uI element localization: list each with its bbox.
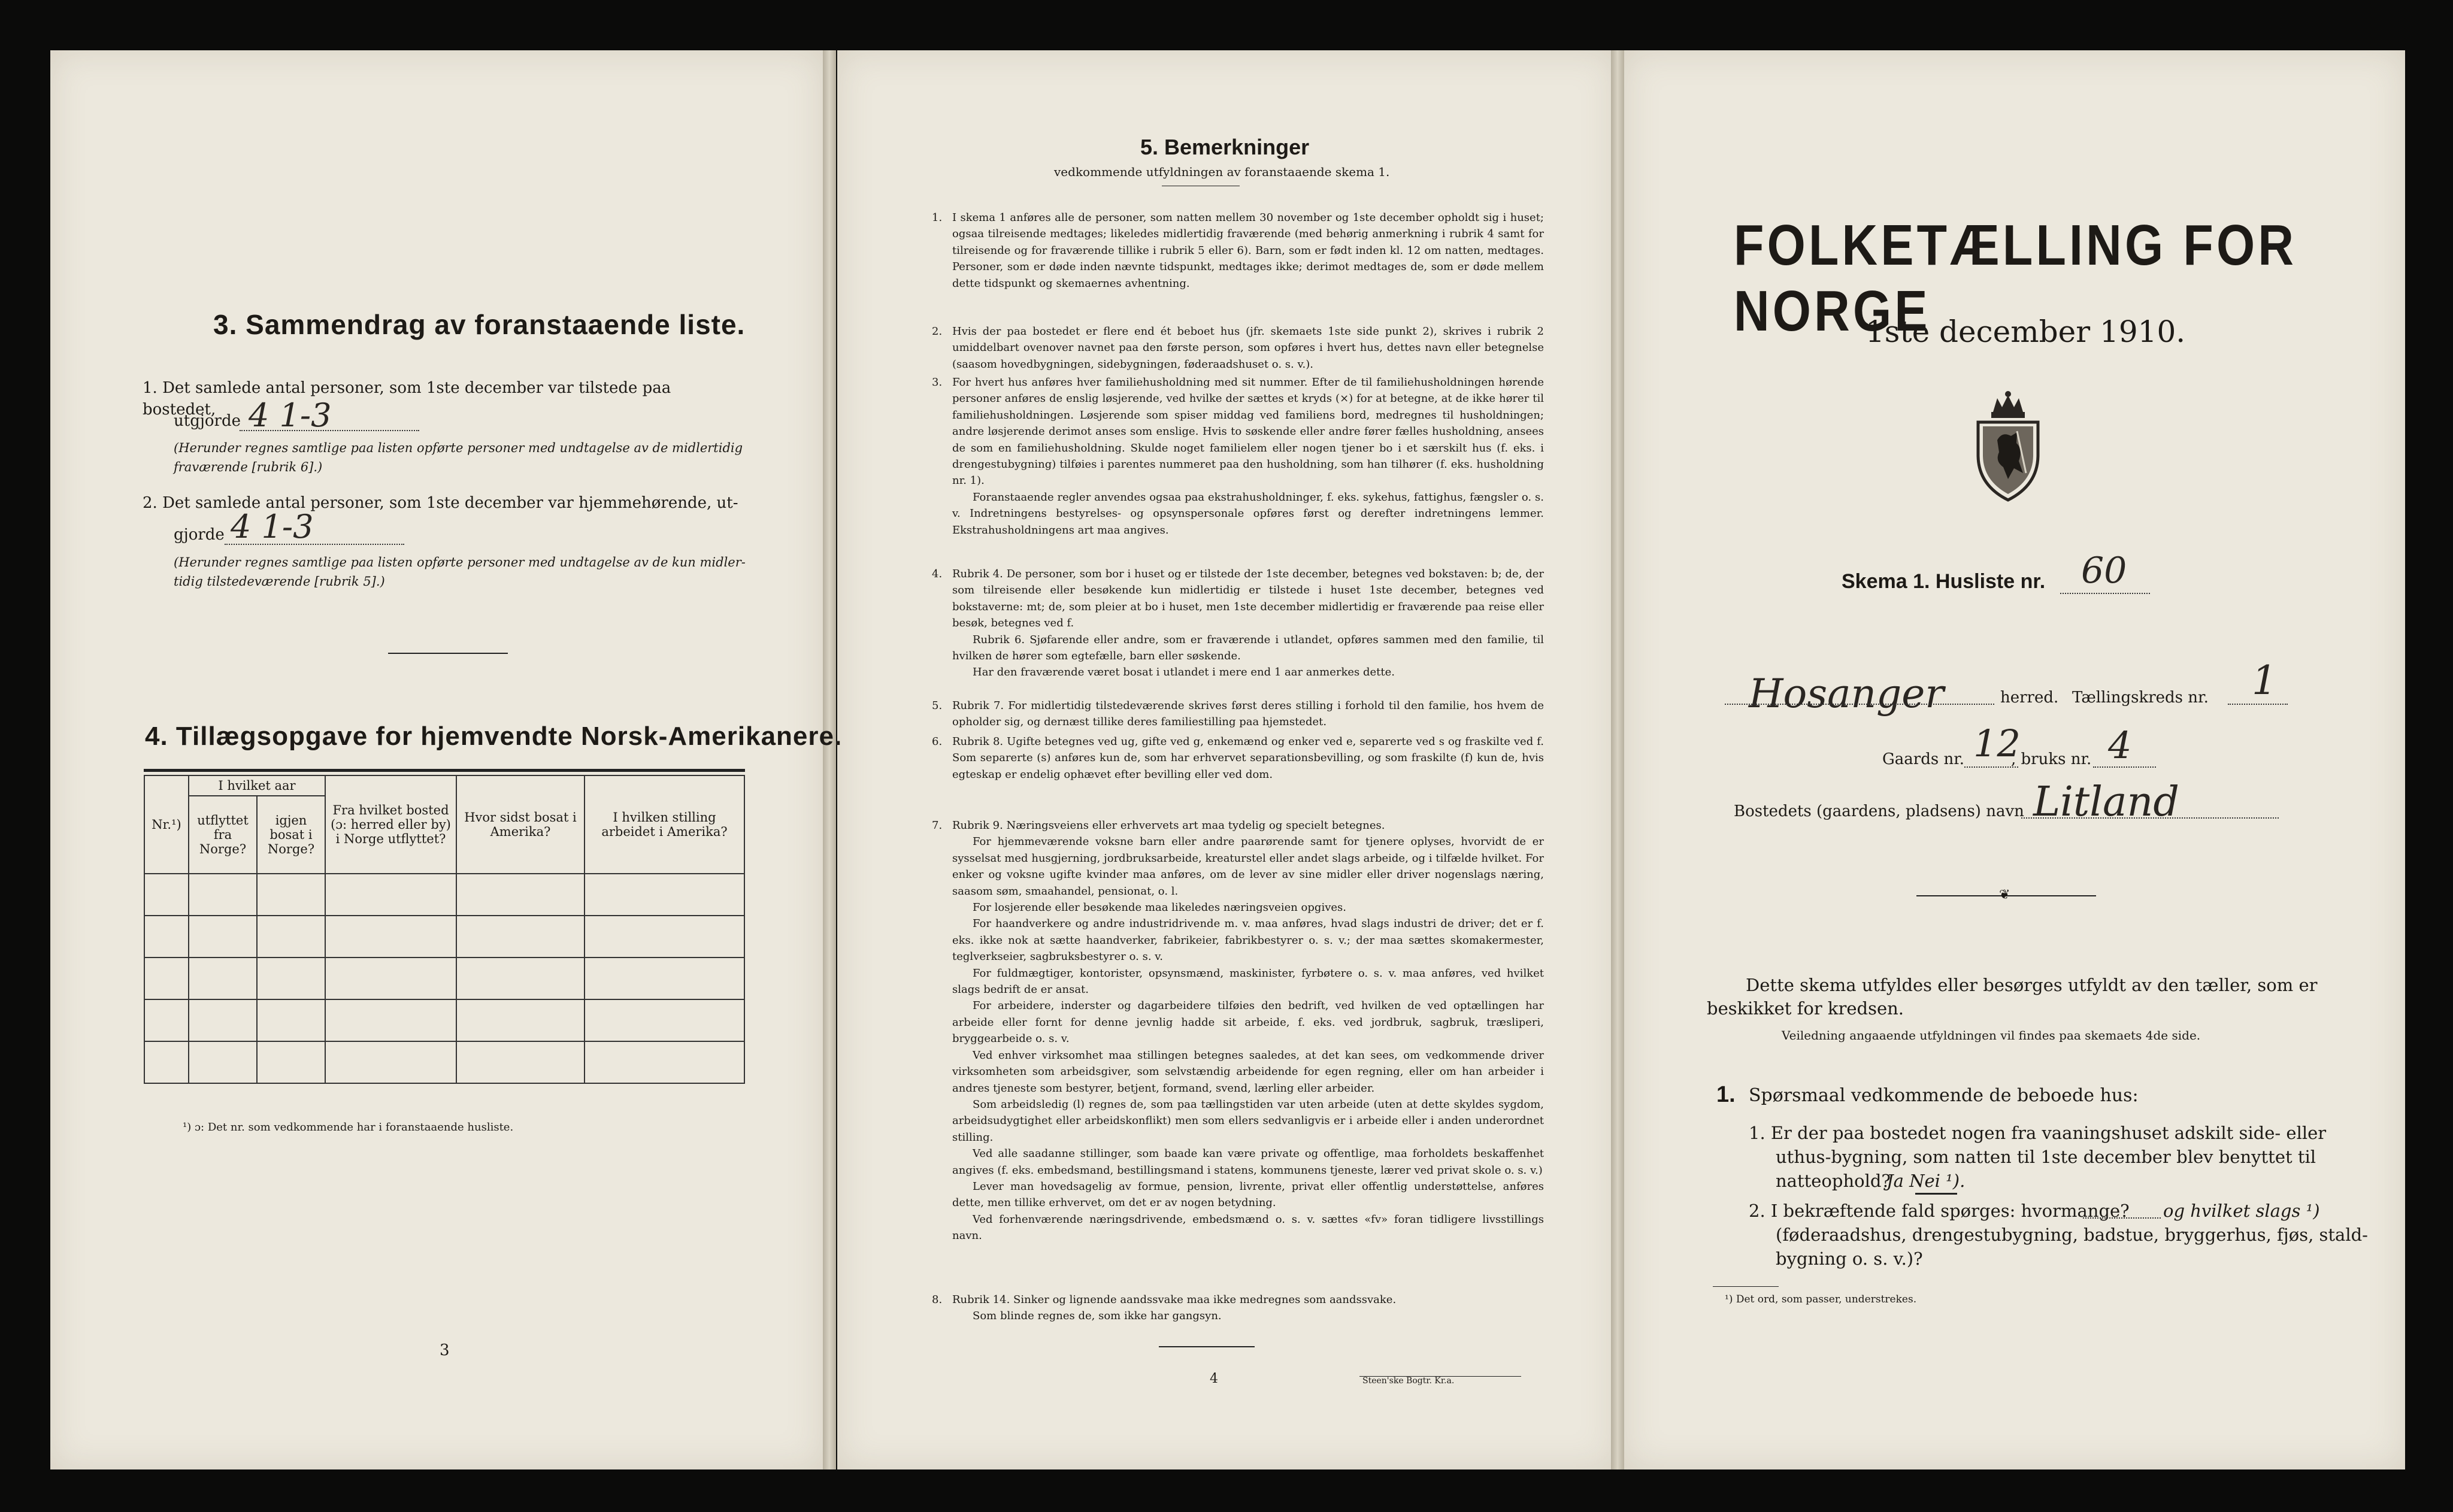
gjorde-label: gjorde: [174, 526, 225, 544]
kreds-dotline: [2228, 704, 2288, 705]
summary-item-2-text: 2. Det samlede antal personer, som 1ste december var hjemmehørende, ut-: [143, 494, 738, 512]
remark-text: Rubrik 4. De personer, som bor i huset og er tilstede der 1ste december, betegnes ved bokstaven: b; de, der som tilreisende eller besøkende kun midlertidig er tilstede i huset 1ste december, betegnes ved bokstaverne: mt; de, som pleier at bo i huset, men 1ste december midlertidig er fraværende paa reise eller besøk, betegnes ved f.: [952, 568, 1544, 630]
remark-item: [932, 210, 1544, 292]
table-row: [144, 1041, 744, 1083]
utgjorde-dotline: [240, 430, 419, 431]
remark-text: Som arbeidsledig (l) regnes de, som paa tællingstiden var uten arbeide (uten at dette skyldes sygdom, arbeidsudygtighet eller arbeidskonflikt) men som ellers sedvanligvis er i arbeide eller i anden underordnet stilling.: [952, 1098, 1544, 1144]
crest-icon: [1966, 389, 2050, 503]
bruks-label: , bruks nr.: [2011, 750, 2092, 768]
remark-text: Hvis der paa bostedet er flere end ét beboet hus (jfr. skemaets 1ste side punkt 2), skrives i rubrik 2 umiddelbart ovenover navnet paa den første person, som opføres i hvert hus, dettes navn eller betegnelse (saasom hovedbygningen, sidebygningen, føderaadshuset o. s. v.).: [952, 325, 1544, 371]
remark-number: 3.: [932, 376, 943, 389]
item2-note-2: tidig tilstedeværende [rubrik 5].): [174, 574, 385, 589]
remark-text: Rubrik 8. Ugifte betegnes ved ug, gifte ved g, enkemænd og enker ved e, separerte ved s og fraskilte ved f. Som separerte (s) anføres kun de, som har erhvervet separationsbevilling, og som fraskilte (f) kun de, hvis egteskap er endelig ophævet efter bevilling eller ved dom.: [952, 735, 1544, 781]
norway-coat-of-arms: [1966, 389, 2050, 503]
question-1-answer: Ja Nei ¹).: [1886, 1171, 1966, 1191]
utgjorde-label: utgjorde: [174, 412, 241, 430]
remark-text: For fuldmægtiger, kontorister, opsynsmænd, maskinister, fyrbøtere o. s. v. maa anføres, ved hvilket slags bedrift de er ansat.: [952, 966, 1544, 996]
census-date: 1ste december 1910.: [1866, 314, 2186, 349]
question-2-line-3: bygning o. s. v.)?: [1776, 1249, 1923, 1269]
section4-title: 4. Tillægsopgave for hjemvendte Norsk-Amerikanere.: [145, 722, 843, 751]
intro-line-2: beskikket for kredsen.: [1707, 998, 1904, 1019]
bosted-dotline: [2021, 817, 2279, 819]
item2-note-1: (Herunder regnes samtlige paa listen opførte personer med undtagelse av de kun midler-: [174, 555, 746, 569]
ornament-icon: ❦: [1999, 887, 2010, 902]
remark-number: 4.: [932, 568, 943, 580]
remark-text: Rubrik 7. For midlertidig tilstedeværende skrives først deres stilling i forhold til den familie, hos hvem de opholder sig, og dernæst tillike deres familiestilling paa hjemstedet.: [952, 699, 1544, 729]
col-stilling: I hvilken stilling arbeidet i Amerika?: [585, 775, 744, 874]
remark-text: Ved forhenværende næringsdrivende, embedsmænd o. s. v. sættes «fv» foran tidligere livsstillings navn.: [952, 1213, 1544, 1243]
remark-item: [932, 566, 1544, 681]
mid-bottom-divider: [1159, 1346, 1255, 1347]
printer-rule: [1359, 1376, 1521, 1377]
remark-text: For haandverkere og andre industridrivende m. v. maa anføres, hvad slags industri de driver; det er f. eks. ikke nok at sætte haandverker, fabrikeier, fabrikbestyrer o. s. v.; der maa sættes skomakermester, teglverkseier, sagbruksbestyrer o. s. v.: [952, 917, 1544, 963]
intro-note: Veiledning angaaende utfyldningen vil findes paa skemaets 4de side.: [1782, 1028, 2201, 1043]
herred-label: herred.: [2000, 689, 2059, 707]
item1-note-1: (Herunder regnes samtlige paa listen opførte personer med undtagelse av de midlertidig: [174, 441, 743, 455]
remark-item: [932, 817, 1544, 1244]
remark-text: Har den fraværende været bosat i utlandet i mere end 1 aar anmerkes dette.: [973, 666, 1395, 679]
husliste-dotline: [2060, 593, 2150, 594]
table-row: [144, 999, 744, 1041]
remark-text: Rubrik 6. Sjøfarende eller andre, som er fraværende i utlandet, opføres sammen med den familie, til hvilken de hører som egtefælle, barn eller søskende.: [952, 633, 1544, 663]
remarks-title: 5. Bemerkninger: [1140, 135, 1310, 159]
remark-item: [932, 374, 1544, 538]
remark-item: [932, 1292, 1544, 1325]
nei-underline: [1915, 1193, 1957, 1195]
remark-text: Ved enhver virksomhet maa stillingen betegnes saaledes, at det kan sees, om vedkommende driver virksomheten som arbeidsgiver, som selvstændig arbeidende for egen regning, eller om han arbeider i andres tjeneste som bestyrer, betjent, formand, svend, lærling eller arbeider.: [952, 1049, 1544, 1095]
remark-text: Ved alle saadanne stillinger, som baade kan være private og offentlige, maa forholdets beskaffenhet angives (f. eks. embedsmand, bestillingsmand i statens, kommunens tjeneste, lærer ved privat skole o. s. v.): [952, 1147, 1544, 1177]
remark-number: 8.: [932, 1293, 943, 1306]
page-left: [50, 50, 823, 1469]
remark-text: Som blinde regnes de, som ikke har gangsyn.: [973, 1310, 1222, 1323]
table-row: [144, 916, 744, 958]
left-page-number: 3: [440, 1341, 450, 1359]
question-2-line-2: (føderaadshus, drengestubygning, badstue, bryggerhus, fjøs, stald-: [1776, 1225, 2368, 1245]
col-utflyttet: utflyttet fra Norge?: [189, 796, 257, 874]
schema-label: Skema 1. Husliste nr.: [1842, 570, 2046, 593]
question-1-line-3: natteophold?: [1776, 1171, 1891, 1191]
remark-text: Lever man hovedsagelig av formue, pension, livrente, privat eller offentlig understøttelse, anføres dette, men tillike erhvervet, om det er av nogen betydning.: [952, 1180, 1544, 1210]
question-1-line-2: uthus-bygning, som natten til 1ste december blev benyttet til: [1776, 1147, 2316, 1167]
remark-text: For hvert hus anføres hver familiehusholdning med sit nummer. Efter de til familiehusholdningen hørende personer anføres de enslig løsjerende, ved hvilke der sættes et kryds (×) for at betegne, at de ikke hører til familiehusholdningen. Løsjerende som spiser middag ved familiens bord, medregnes til husholdningen; andre løsjerende derimot anses som enslige. Hvis to søskende eller andre fører fælles husholdning, ansees de som en familiehusholdning. Skulde noget familielem eller nogen tjener bo i et særskilt hus (f. eks. i drengestubygning) tilføies i parentes nummeret paa den husholdning, som han tilhører (f. eks. husholdning nr. 1).: [952, 376, 1544, 487]
remark-number: 5.: [932, 699, 943, 712]
kreds-value: 1: [2252, 657, 2277, 704]
remark-text: For arbeidere, inderster og dagarbeidere tilføies den bedrift, ved hvilken de ved optællingen har arbeide eller fornt for denne jevnlig hadde sit arbeide, f. eks. ved jordbruk, sagbruk, træsliperi, bryggearbeide o. s. v.: [952, 999, 1544, 1046]
remark-number: 1.: [932, 211, 943, 224]
bruks-dotline: [2093, 766, 2156, 768]
col-hvor-sidst: Hvor sidst bosat i Amerika?: [456, 775, 585, 874]
herred-dotline: [1725, 704, 1994, 705]
remark-number: 2.: [932, 325, 943, 338]
summary-item-1-text: 1. Det samlede antal personer, som 1ste december var tilstede paa bostedet,: [143, 379, 671, 419]
binding-spine-right: [1611, 50, 1624, 1469]
right-footnote-rule: [1713, 1286, 1779, 1287]
intro-line-1: Dette skema utfyldes eller besørges utfyldt av den tæller, som er: [1746, 975, 2318, 995]
gaards-label: Gaards nr.: [1882, 750, 1965, 768]
remark-item: [932, 698, 1544, 731]
question-heading-number: 1.: [1716, 1082, 1736, 1107]
norsk-amerikanere-table: [144, 775, 745, 1084]
table-top-rule: [144, 769, 745, 772]
kreds-label: Tællingskreds nr.: [2072, 689, 2209, 707]
col-igjen: igjen bosat i Norge?: [257, 796, 325, 874]
col-fra-bosted: Fra hvilket bosted (ɔ: herred eller by) i Norge utflyttet?: [325, 775, 456, 874]
remark-number: 6.: [932, 735, 943, 748]
mid-page-number: 4: [1210, 1371, 1218, 1386]
remark-number: 7.: [932, 819, 943, 832]
bosted-value: Litland: [2033, 778, 2179, 826]
herred-value: Hosanger: [1749, 671, 1944, 717]
table-row: [144, 874, 744, 916]
right-footnote: ¹) Det ord, som passer, understrekes.: [1725, 1293, 1917, 1305]
left-divider: [388, 653, 508, 654]
question-1-line-1: 1. Er der paa bostedet nogen fra vaaningshuset adskilt side- eller: [1749, 1123, 2327, 1143]
gaards-dotline: [1964, 766, 2018, 768]
husliste-nr-value: 60: [2081, 550, 2127, 592]
binding-spine-left: [823, 50, 836, 1469]
left-footnote: ¹) ɔ: Det nr. som vedkommende har i foranstaaende husliste.: [183, 1121, 514, 1134]
table-row: [144, 958, 744, 999]
gaards-value: 12: [1973, 722, 2021, 765]
remark-text: For hjemmeværende voksne barn eller andre paarørende samt for tjenere oplyses, hvorvidt de er sysselsat med husgjerning, jordbruksarbeide, kreaturstel eller andet slags arbeide, og i tilfælde hvilket. For enker og voksne ugifte kvinder maa anføres, om de lever av sine midler eller driver nogenslags næring, saasom søm, smaahandel, pensionat, o. l.: [952, 835, 1544, 898]
item1-note-2: fraværende [rubrik 6].): [174, 460, 323, 474]
section3-title: 3. Sammendrag av foranstaaende liste.: [213, 309, 746, 340]
remark-text: I skema 1 anføres alle de personer, som natten mellem 30 november og 1ste december opholdt sig i huset; ogsaa tilreisende medtages; likeledes midlertidig fraværende (med behørig anmerkning i rubrik 4 samt for tilreisende og for fraværende tillike i rubrik 5 eller 6). Barn, som er født inden kl. 12 om natten, medtages. Personer, som er døde inden nævnte tidspunkt, medtages ikke; derimot medtages de, som er døde mellem dette tidspunkt og skemaernes avhentning.: [952, 211, 1544, 290]
printer-mark: Steen'ske Bogtr. Kr.a.: [1362, 1376, 1455, 1386]
bosted-label: Bostedets (gaardens, pladsens) navn: [1734, 802, 2024, 820]
remark-item: [932, 323, 1544, 372]
bruks-value: 4: [2108, 723, 2132, 767]
remark-text: Foranstaaende regler anvendes ogsaa paa ekstrahusholdninger, f. eks. sykehus, fattighus, fængsler o. s. v. Indretningens bestyrelses- og opsynspersonale opføres først og derefter indretningens lemmer. Ekstrahusholdningens art maa angives.: [952, 490, 1544, 537]
remarks-subtitle: vedkommende utfyldningen av foranstaaende skema 1.: [1054, 165, 1390, 179]
gjorde-handwritten-value: 4 1-3: [231, 508, 314, 546]
col-nr: Nr.¹): [144, 775, 189, 874]
col-group-year: I hvilket aar: [189, 775, 325, 796]
question-2-line-1b: og hvilket slags ¹): [2163, 1201, 2320, 1221]
remark-text: For losjerende eller besøkende maa likeledes næringsveien opgives.: [973, 901, 1346, 914]
question-2-line-1: 2. I bekræftende fald spørges: hvormange?: [1749, 1201, 2130, 1221]
remark-item: [932, 734, 1544, 783]
gjorde-dotline: [225, 544, 404, 545]
question-heading: Spørsmaal vedkommende de beboede hus:: [1749, 1085, 2139, 1106]
hvormange-dotline: [2083, 1217, 2161, 1219]
remark-text: Rubrik 14. Sinker og lignende aandssvake maa ikke medregnes som aandssvake.: [952, 1293, 1397, 1306]
census-main-title: FOLKETÆLLING FOR NORGE: [1734, 213, 2297, 343]
remark-text: Rubrik 9. Næringsveiens eller erhvervets art maa tydelig og specielt betegnes.: [952, 819, 1385, 832]
utgjorde-handwritten-value: 4 1-3: [249, 396, 332, 434]
